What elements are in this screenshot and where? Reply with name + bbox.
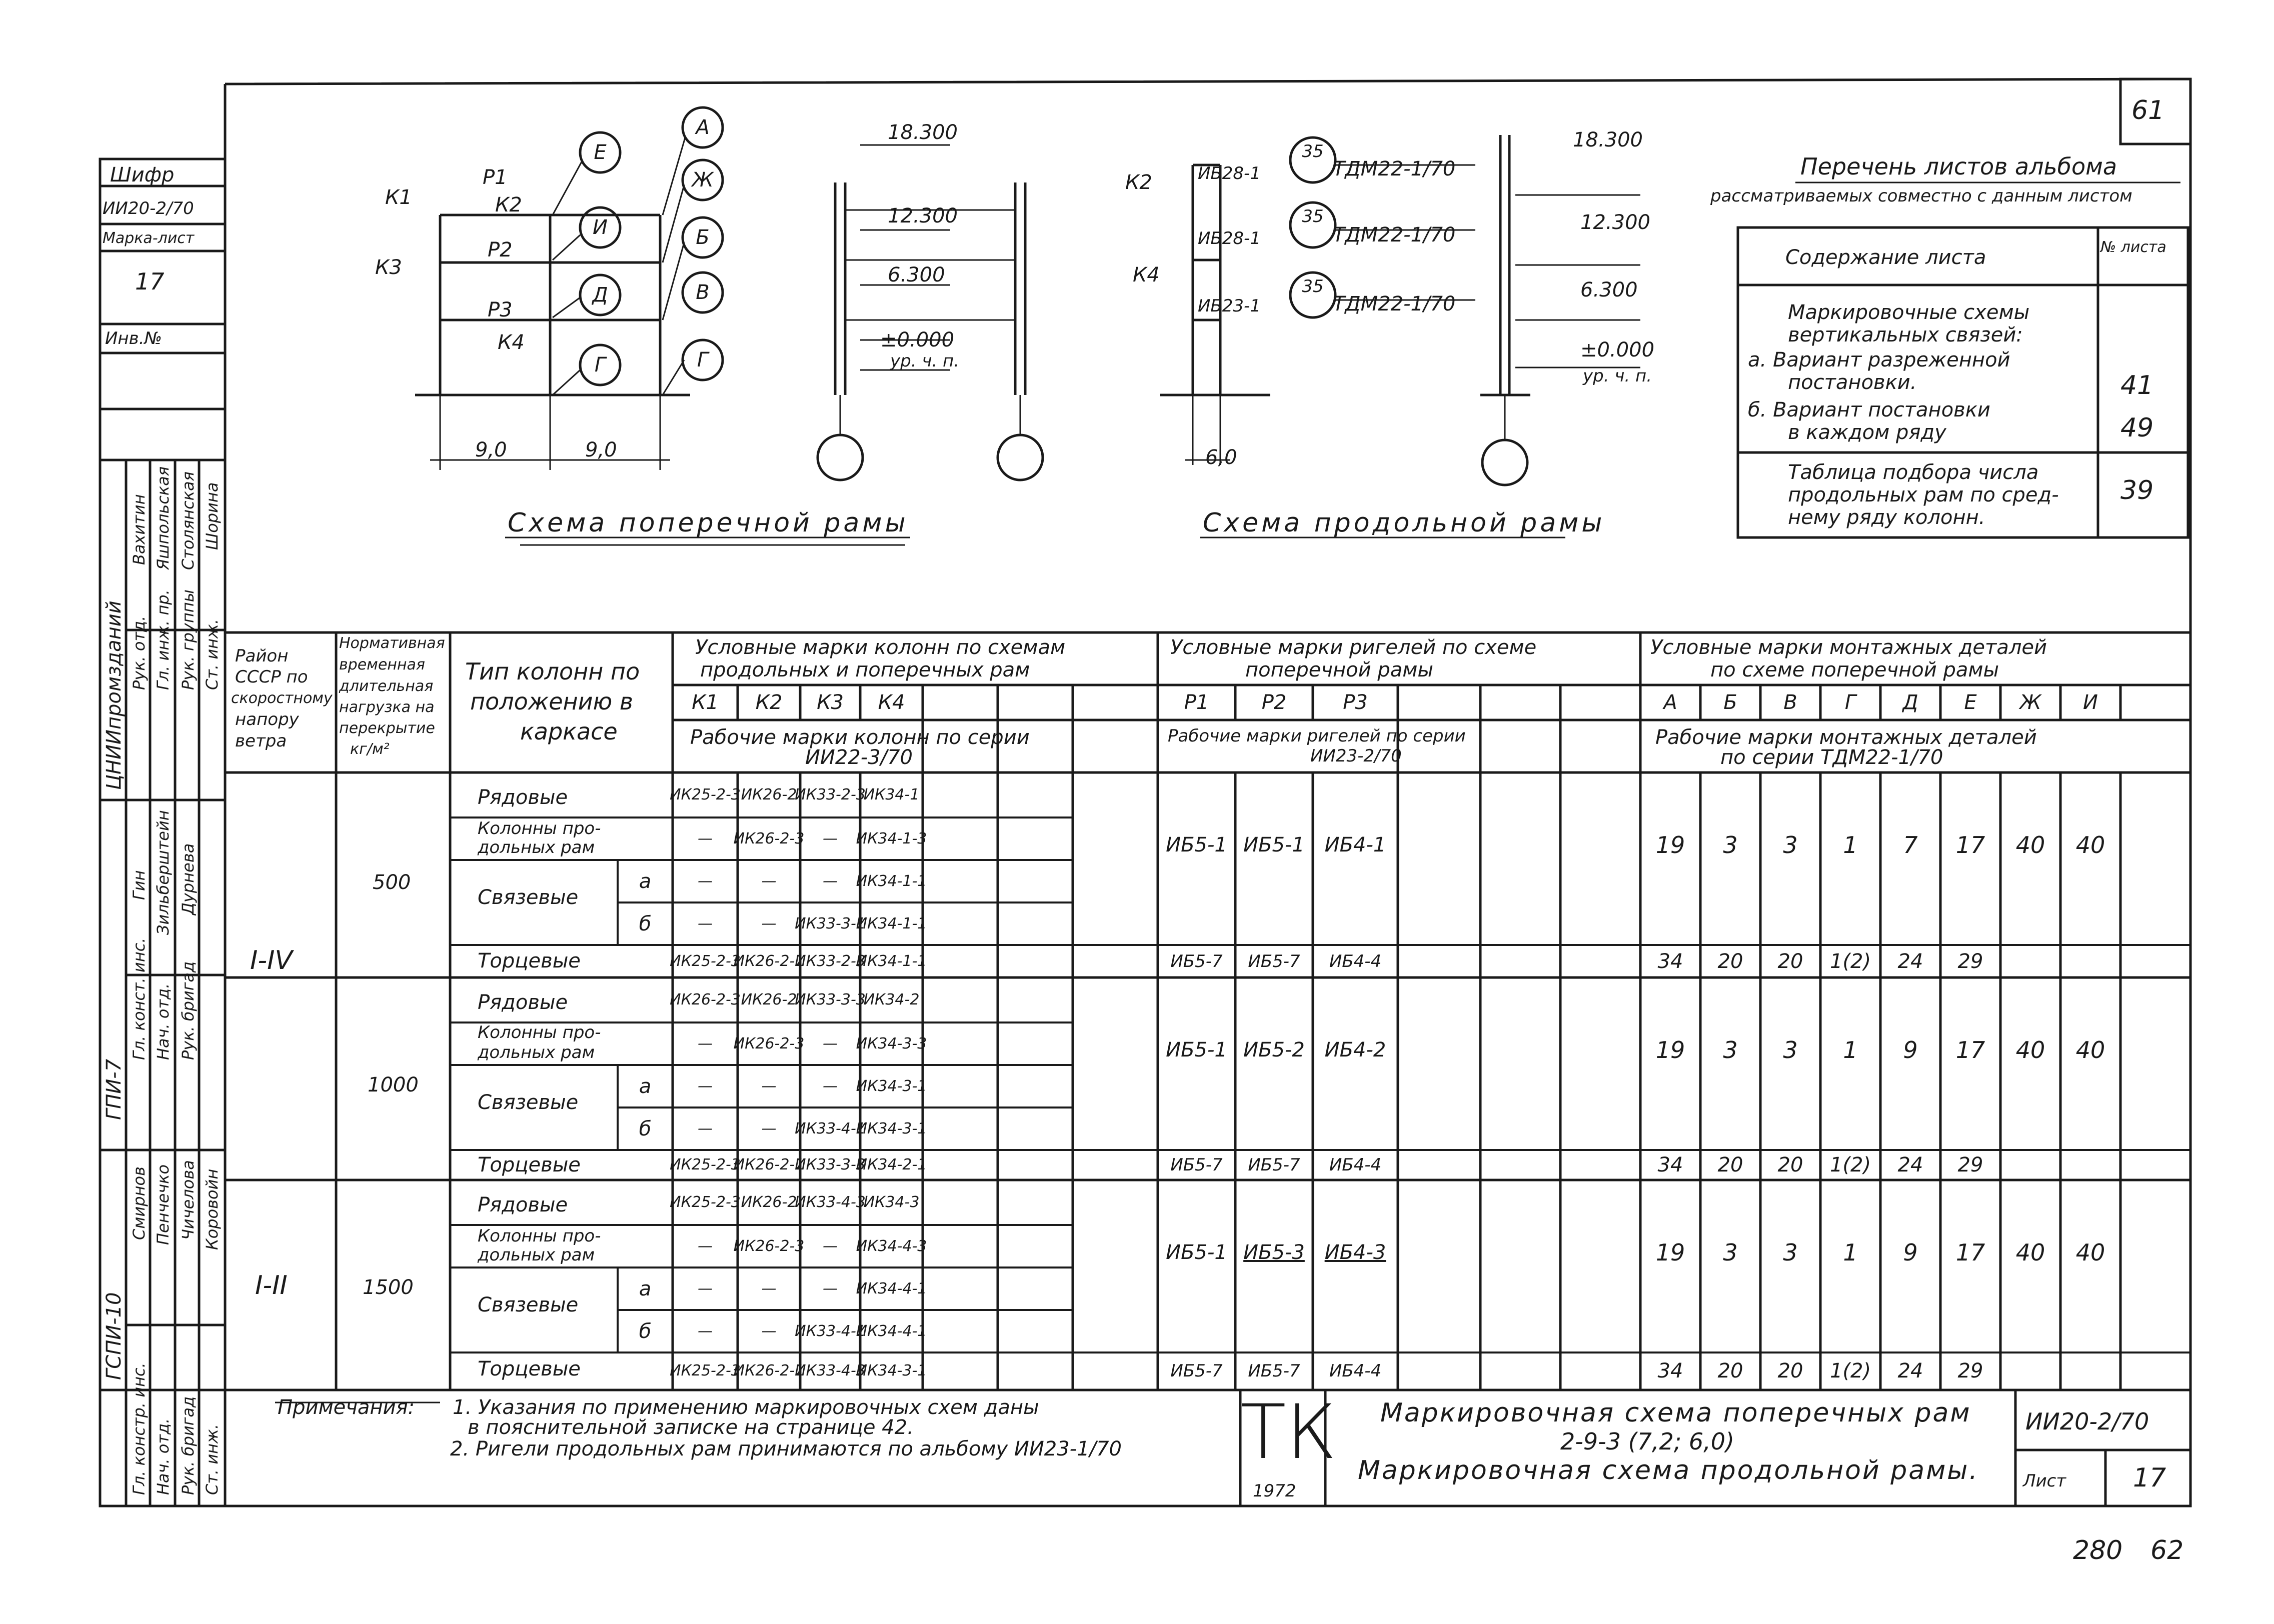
elev-l2: 12.300	[1580, 211, 1650, 234]
g3-prod-k4: ИК34-4-3	[856, 1237, 927, 1255]
h-k1: К1	[692, 691, 719, 714]
g3-tor-p1: ИБ5-7	[1170, 1361, 1223, 1381]
role-4: Ст. инж.	[203, 618, 222, 690]
g1-prod-k4: ИК34-1-3	[856, 830, 927, 848]
h-load-6: кг/м²	[350, 740, 390, 758]
name-7: Дурнева	[179, 843, 198, 915]
sl-r2-l3: нему ряду колонн.	[1788, 506, 1985, 529]
g1-tor-e: 29	[1957, 950, 1983, 973]
g2-sva-k3: —	[823, 1077, 838, 1095]
g2-tor-v: 20	[1777, 1154, 1803, 1176]
marka-label: Марка-лист	[103, 230, 195, 247]
g2-det-i: 40	[2075, 1036, 2105, 1064]
g2-prod-k4: ИК34-3-3	[856, 1034, 927, 1052]
g2-ryad-label: Рядовые	[478, 991, 568, 1014]
h-cols-bot-1: Рабочие марки колонн по серии	[690, 726, 1030, 749]
g2-svb-k2: —	[761, 1120, 777, 1138]
h-det-top-2: по схеме поперечной рамы	[1710, 658, 1999, 682]
circle-v: В	[696, 281, 710, 304]
circle-g2: Г	[697, 348, 709, 372]
name-8: Смирнов	[130, 1166, 149, 1240]
g1-tor-k2: ИК26-2-1	[733, 952, 805, 970]
g1-svb-k3: ИК33-3-1	[795, 914, 866, 932]
role-10: Рук. бригад	[179, 1396, 198, 1495]
g1-prod-k2: ИК26-2-3	[733, 830, 805, 848]
beam-3: ИБ23-1	[1198, 296, 1261, 316]
g1-det-b: 3	[1723, 832, 1738, 858]
elev-1: 18.300	[888, 121, 958, 144]
g1-p2: ИБ5-1	[1243, 834, 1305, 856]
g1-sub-b: б	[639, 912, 652, 936]
g2-tor-b: 20	[1717, 1154, 1743, 1176]
g3-tor-b: 20	[1717, 1360, 1743, 1382]
h-region-5: ветра	[235, 731, 287, 751]
g2-svb-k3: ИК33-4-1	[795, 1120, 866, 1138]
g1-tor-p2: ИБ5-7	[1248, 952, 1300, 972]
g3-svb-k1: —	[698, 1322, 713, 1340]
g1-tor-k4: ИК34-1-1	[856, 952, 927, 970]
g1-sva-k2: —	[761, 872, 777, 890]
g3-ryad-k1: ИК25-2-3	[670, 1194, 741, 1211]
col-content: Содержание листа	[1785, 246, 1986, 269]
g2-det-g: 1	[1843, 1036, 1858, 1064]
g3-sva-k2: —	[761, 1280, 777, 1298]
label-k2-long: К2	[1125, 171, 1152, 194]
elev-l5: ур. ч. п.	[1583, 366, 1652, 386]
g2-tor-p2: ИБ5-7	[1248, 1155, 1300, 1175]
g3-det-d: 9	[1903, 1239, 1918, 1266]
g1-tor-a: 34	[1657, 950, 1683, 973]
h-cols-top-2: продольных и поперечных рам	[700, 658, 1030, 682]
h-region-1: Район	[235, 646, 289, 666]
elev-l4: ±0.000	[1580, 338, 1655, 362]
g1-tor-v: 20	[1777, 950, 1803, 973]
h-k2: К2	[755, 691, 783, 714]
h-det-g: Г	[1844, 691, 1856, 714]
beam-2: ИБ28-1	[1198, 228, 1261, 248]
g1-det-a: 19	[1655, 832, 1685, 858]
g3-prod-k3: —	[823, 1237, 838, 1255]
circle-d: Д	[592, 284, 608, 306]
h-det-bot-2: по серии ТДМ22-1/70	[1720, 746, 1943, 769]
page-number: 61	[2131, 96, 2165, 126]
name-3: Столянская	[179, 472, 198, 570]
g3-tor-k4: ИК34-3-1	[856, 1362, 927, 1380]
g3-sub-b: б	[639, 1320, 652, 1343]
g1-tor-b: 20	[1717, 950, 1743, 973]
dim-1: 9,0	[475, 438, 507, 462]
g3-prod-k2: ИК26-2-3	[733, 1237, 805, 1255]
g3-sva-k1: —	[698, 1280, 713, 1298]
h-region-3: скоростному	[231, 690, 333, 707]
role-7: Рук. бригад	[179, 961, 198, 1060]
h-load-4: нагрузка на	[339, 698, 435, 716]
title-line-3: Маркировочная схема продольной рамы.	[1358, 1456, 1979, 1486]
g3-det-v: 3	[1783, 1239, 1798, 1266]
sl-r1-l3: а. Вариант разреженной	[1748, 348, 2010, 372]
g2-svb-k4: ИК34-3-1	[856, 1120, 927, 1138]
name-10: Чичелова	[179, 1160, 198, 1240]
g1-tor-p3: ИБ4-4	[1329, 952, 1382, 972]
name-5: Гин	[130, 870, 149, 900]
g3-p1: ИБ5-1	[1166, 1241, 1227, 1264]
col-no: № листа	[2100, 238, 2166, 256]
shifr-value: ИИ20-2/70	[103, 198, 194, 218]
h-det-bot-1: Рабочие марки монтажных деталей	[1655, 726, 2037, 749]
sl-r2-l2: продольных рам по сред-	[1788, 484, 2059, 506]
g1-tor-k3: ИК33-2-3	[795, 952, 866, 970]
sheet-label: Лист	[2023, 1471, 2066, 1491]
h-det-i: И	[2083, 691, 2098, 714]
g1-det-d: 7	[1903, 832, 1918, 858]
role-6: Нач. отд.	[154, 983, 173, 1060]
h-type-1: Тип колонн по	[465, 658, 640, 685]
g3-prod-label-1: Колонны про-	[478, 1226, 601, 1246]
g2-p2: ИБ5-2	[1243, 1038, 1305, 1062]
circle-35-1: 35	[1302, 141, 1324, 162]
g2-tor-label: Торцевые	[478, 1154, 581, 1176]
h-det-e: Е	[1964, 691, 1977, 714]
g2-prod-k3: —	[823, 1034, 838, 1052]
g3-det-a: 19	[1655, 1239, 1685, 1266]
title-line-2: 2-9-3 (7,2; 6,0)	[1560, 1428, 1734, 1455]
g1-ryad-k4: ИК34-1	[863, 786, 920, 804]
elev-4: ±0.000	[880, 328, 955, 352]
g2-tor-p1: ИБ5-7	[1170, 1155, 1223, 1175]
g1-ryad-k3: ИК33-2-3	[795, 786, 866, 804]
g1-ryad-k1: ИК25-2-3	[670, 786, 741, 804]
g2-ryad-k4: ИК34-2	[863, 991, 920, 1008]
g3-sva-k4: ИК34-4-1	[856, 1280, 927, 1298]
g1-p3: ИБ4-1	[1324, 834, 1386, 856]
circle-35-2: 35	[1302, 206, 1324, 226]
h-p2: Р2	[1261, 691, 1287, 714]
g1-tor-k1: ИК25-2-3	[670, 952, 741, 970]
g2-tor-k2: ИК26-2-1	[733, 1156, 805, 1174]
g1-prod-k1: —	[698, 830, 713, 848]
sl-r1-l2: вертикальных связей:	[1788, 324, 2023, 346]
h-beams-top-2: поперечной рамы	[1245, 658, 1434, 682]
h-det-b: Б	[1723, 691, 1737, 714]
role-1: Рук. отд.	[130, 616, 149, 690]
g2-tor-g: 1(2)	[1829, 1154, 1871, 1176]
g3-ryad-k2: ИК26-2	[741, 1194, 797, 1211]
name-1: Вахитин	[130, 494, 149, 565]
sl-r1-l5: б. Вариант постановки	[1748, 398, 1990, 422]
h-type-3: каркасе	[520, 718, 618, 745]
label-k2: К2	[495, 194, 522, 216]
label-r2: Р2	[488, 238, 513, 262]
h-type-2: положению в	[470, 688, 633, 715]
sheet-list-heading-2: рассматриваемых совместно с данным листом	[1710, 186, 2132, 206]
dim-long: 6,0	[1205, 446, 1237, 469]
g2-tor-a: 34	[1657, 1154, 1683, 1176]
g1-sva-k3: —	[823, 872, 838, 890]
label-k3: К3	[375, 256, 402, 279]
h-det-top-1: Условные марки монтажных деталей	[1650, 636, 2047, 659]
h-p3: Р3	[1343, 691, 1368, 714]
circle-35-3: 35	[1302, 276, 1324, 296]
caption-transverse: Схема поперечной рамы	[508, 508, 909, 538]
g2-det-v: 3	[1783, 1036, 1798, 1064]
role-11: Ст. инж.	[203, 1424, 222, 1495]
h-k3: К3	[817, 691, 844, 714]
g3-tor-label: Торцевые	[478, 1358, 581, 1380]
g3-sv-label: Связевые	[478, 1294, 579, 1316]
g2-sub-a: а	[639, 1074, 652, 1098]
g1-det-i: 40	[2075, 832, 2105, 858]
caption-longitudinal: Схема продольной рамы	[1203, 508, 1605, 538]
title-line-1: Маркировочная схема поперечных рам	[1380, 1398, 1971, 1428]
h-det-a: А	[1663, 691, 1677, 714]
g2-det-zh: 40	[2015, 1036, 2045, 1064]
g1-ryad-label: Рядовые	[478, 786, 568, 809]
role-8: Гл. констр. инс.	[130, 1362, 149, 1495]
g1-tor-g: 1(2)	[1829, 950, 1871, 973]
note-1b: в пояснительной записке на странице 42.	[468, 1416, 914, 1439]
g1-svb-k1: —	[698, 914, 713, 932]
sl-r1-no1: 41	[2120, 370, 2154, 400]
g2-p3: ИБ4-2	[1324, 1038, 1386, 1062]
g3-tor-k2: ИК26-2-1	[733, 1362, 805, 1380]
elev-3: 6.300	[888, 264, 945, 286]
g1-prod-label-2: дольных рам	[478, 838, 595, 858]
g2-tor-k1: ИК25-2-3	[670, 1156, 741, 1174]
g3-region: I-II	[255, 1270, 288, 1300]
h-det-zh: Ж	[2019, 691, 2041, 714]
g2-prod-k2: ИК26-2-3	[733, 1034, 805, 1052]
archive-suffix: 62	[2150, 1536, 2184, 1566]
mark-1: ТДМ22-1/70	[1333, 158, 1456, 180]
circle-zh: Ж	[692, 168, 714, 192]
g1-sva-k1: —	[698, 872, 713, 890]
g2-tor-p3: ИБ4-4	[1329, 1155, 1382, 1175]
h-region-2: СССР по	[235, 667, 308, 687]
name-2: Яшпольская	[154, 466, 173, 570]
g2-ryad-k3: ИК33-3-3	[795, 991, 866, 1008]
g1-tor-p1: ИБ5-7	[1170, 952, 1223, 972]
mark-3: ТДМ22-1/70	[1333, 292, 1456, 316]
org-3: ГСПИ-10	[103, 1292, 126, 1380]
g2-det-b: 3	[1723, 1036, 1738, 1064]
g3-ryad-k4: ИК34-3	[863, 1194, 920, 1211]
g3-p2: ИБ5-3	[1243, 1241, 1305, 1264]
g2-prod-label-2: дольных рам	[478, 1042, 595, 1062]
g1-svb-k4: ИК34-1-1	[856, 914, 927, 932]
h-cols-bot-2: ИИ22-3/70	[805, 746, 913, 769]
tk-label: ТК	[1240, 1389, 1337, 1476]
g3-tor-p2: ИБ5-7	[1248, 1361, 1300, 1381]
org-1: ЦНИИпромзданий	[103, 600, 126, 790]
g1-load: 500	[373, 871, 411, 894]
g1-p1: ИБ5-1	[1166, 834, 1227, 856]
g3-det-b: 3	[1723, 1239, 1738, 1266]
g1-tor-d: 24	[1897, 950, 1923, 973]
name-4: Шорина	[203, 482, 222, 550]
h-load-5: перекрытие	[339, 720, 435, 737]
g2-tor-e: 29	[1957, 1154, 1983, 1176]
h-det-d: Д	[1902, 691, 1918, 714]
label-k4-long: К4	[1133, 264, 1160, 286]
g1-region: I-IV	[250, 946, 293, 976]
circle-e: Е	[594, 141, 607, 164]
h-beams-top-1: Условные марки ригелей по схеме	[1170, 636, 1537, 659]
role-9: Нач. отд.	[154, 1418, 173, 1495]
sheet-code: ИИ20-2/70	[2025, 1408, 2149, 1435]
note-2: 2. Ригели продольных рам принимаются по альбому ИИ23-1/70	[450, 1438, 1122, 1460]
g3-tor-k1: ИК25-2-3	[670, 1362, 741, 1380]
g3-tor-d: 24	[1897, 1360, 1923, 1382]
inv-label: Инв.№	[105, 328, 162, 348]
g2-sva-k4: ИК34-3-1	[856, 1077, 927, 1095]
g2-det-d: 9	[1903, 1036, 1918, 1064]
h-beams-bot-1: Рабочие марки ригелей по серии	[1168, 726, 1466, 746]
g3-prod-label-2: дольных рам	[478, 1245, 595, 1265]
role-5: Гл. конст. инс.	[130, 938, 149, 1060]
role-3: Рук. группы	[179, 589, 198, 690]
h-cols-top-1: Условные марки колонн по схемам	[695, 636, 1066, 659]
g1-det-v: 3	[1783, 832, 1798, 858]
g3-tor-a: 34	[1657, 1360, 1683, 1382]
sl-r1-no2: 49	[2120, 413, 2154, 443]
g2-svb-k1: —	[698, 1120, 713, 1138]
g2-prod-label-1: Колонны про-	[478, 1022, 601, 1042]
g2-sv-label: Связевые	[478, 1091, 579, 1114]
label-k4: К4	[498, 331, 525, 354]
h-k4: К4	[878, 691, 905, 714]
g2-tor-k3: ИК33-3-3	[795, 1156, 866, 1174]
circle-g1: Г	[594, 354, 606, 376]
mark-2: ТДМ22-1/70	[1333, 224, 1456, 246]
g3-sva-k3: —	[823, 1280, 838, 1298]
g2-tor-d: 24	[1897, 1154, 1923, 1176]
g1-prod-label-1: Колонны про-	[478, 818, 601, 838]
g1-det-g: 1	[1843, 832, 1858, 858]
g2-sub-b: б	[639, 1117, 652, 1140]
g2-load: 1000	[368, 1074, 419, 1096]
h-load-3: длительная	[339, 678, 434, 695]
name-9: Пенчечко	[154, 1164, 173, 1245]
name-11: Коровойн	[203, 1168, 222, 1250]
g2-sva-k2: —	[761, 1077, 777, 1095]
h-region-4: напору	[235, 710, 299, 730]
g1-prod-k3: —	[823, 830, 838, 848]
g3-tor-k3: ИК33-4-3	[795, 1362, 866, 1380]
h-load-1: Нормативная	[339, 634, 445, 652]
g3-p3: ИБ4-3	[1324, 1241, 1386, 1264]
sl-r1-l6: в каждом ряду	[1788, 421, 1946, 444]
g2-sva-k1: —	[698, 1077, 713, 1095]
g3-prod-k1: —	[698, 1237, 713, 1255]
g3-ryad-k3: ИК33-4-3	[795, 1194, 866, 1211]
sl-r1-l1: Маркировочные схемы	[1788, 301, 2030, 324]
g3-tor-g: 1(2)	[1829, 1360, 1871, 1382]
g3-tor-v: 20	[1777, 1360, 1803, 1382]
label-k1: К1	[385, 186, 412, 209]
elev-2: 12.300	[888, 204, 958, 228]
elev-l3: 6.300	[1580, 278, 1638, 302]
h-det-v: В	[1783, 691, 1797, 714]
g3-svb-k2: —	[761, 1322, 777, 1340]
sl-r2-no1: 39	[2120, 476, 2154, 506]
g3-tor-e: 29	[1957, 1360, 1983, 1382]
g2-det-e: 17	[1955, 1036, 1985, 1064]
g1-tor-label: Торцевые	[478, 950, 581, 972]
g3-det-e: 17	[1955, 1239, 1985, 1266]
g3-tor-p3: ИБ4-4	[1329, 1361, 1382, 1381]
g1-sv-label: Связевые	[478, 886, 579, 909]
g2-p1: ИБ5-1	[1166, 1038, 1227, 1062]
archive-number: 280	[2073, 1536, 2123, 1566]
g1-det-e: 17	[1955, 832, 1985, 858]
g3-load: 1500	[363, 1276, 414, 1299]
g3-sub-a: а	[639, 1277, 652, 1300]
year: 1972	[1253, 1481, 1296, 1501]
g1-det-zh: 40	[2015, 832, 2045, 858]
elev-5: ур. ч. п.	[890, 351, 960, 371]
dim-2: 9,0	[585, 438, 617, 462]
elev-l1: 18.300	[1573, 128, 1643, 152]
circle-a: А	[696, 116, 710, 139]
h-beams-bot-2: ИИ23-2/70	[1310, 746, 1402, 766]
label-r3: Р3	[488, 298, 513, 322]
circle-b: Б	[696, 226, 710, 249]
shifr-label: Шифр	[110, 164, 175, 186]
org-2: ГПИ-7	[103, 1058, 126, 1120]
marka-value: 17	[135, 268, 165, 295]
g2-prod-k1: —	[698, 1034, 713, 1052]
g1-svb-k2: —	[761, 914, 777, 932]
name-6: Зильберштейн	[154, 810, 173, 935]
sl-r1-l4: постановки.	[1788, 371, 1917, 394]
role-2: Гл. инж. пр.	[154, 590, 173, 690]
g3-svb-k4: ИК34-4-1	[856, 1322, 927, 1340]
sl-r2-l1: Таблица подбора числа	[1788, 461, 2039, 484]
g2-ryad-k2: ИК26-2	[741, 991, 797, 1008]
g1-sub-a: а	[639, 870, 652, 893]
g3-ryad-label: Рядовые	[478, 1194, 568, 1216]
label-r1: Р1	[483, 166, 508, 189]
note-1: 1. Указания по применению маркировочных схем даны	[453, 1396, 1039, 1419]
h-load-2: временная	[339, 656, 425, 674]
sheet-number: 17	[2133, 1463, 2166, 1493]
h-p1: Р1	[1184, 691, 1209, 714]
sheet-list-heading-1: Перечень листов альбома	[1800, 153, 2117, 180]
g2-det-a: 19	[1655, 1036, 1685, 1064]
notes-label: Примечания:	[278, 1396, 415, 1419]
g2-ryad-k1: ИК26-2-3	[670, 991, 741, 1008]
g3-det-i: 40	[2075, 1239, 2105, 1266]
g2-tor-k4: ИК34-2-1	[856, 1156, 927, 1174]
circle-i: И	[593, 216, 608, 239]
g3-det-zh: 40	[2015, 1239, 2045, 1266]
g3-det-g: 1	[1843, 1239, 1858, 1266]
g3-svb-k3: ИК33-4-1	[795, 1322, 866, 1340]
g1-sva-k4: ИК34-1-1	[856, 872, 927, 890]
beam-1: ИБ28-1	[1198, 164, 1261, 184]
g1-ryad-k2: ИК26-2	[741, 786, 797, 804]
